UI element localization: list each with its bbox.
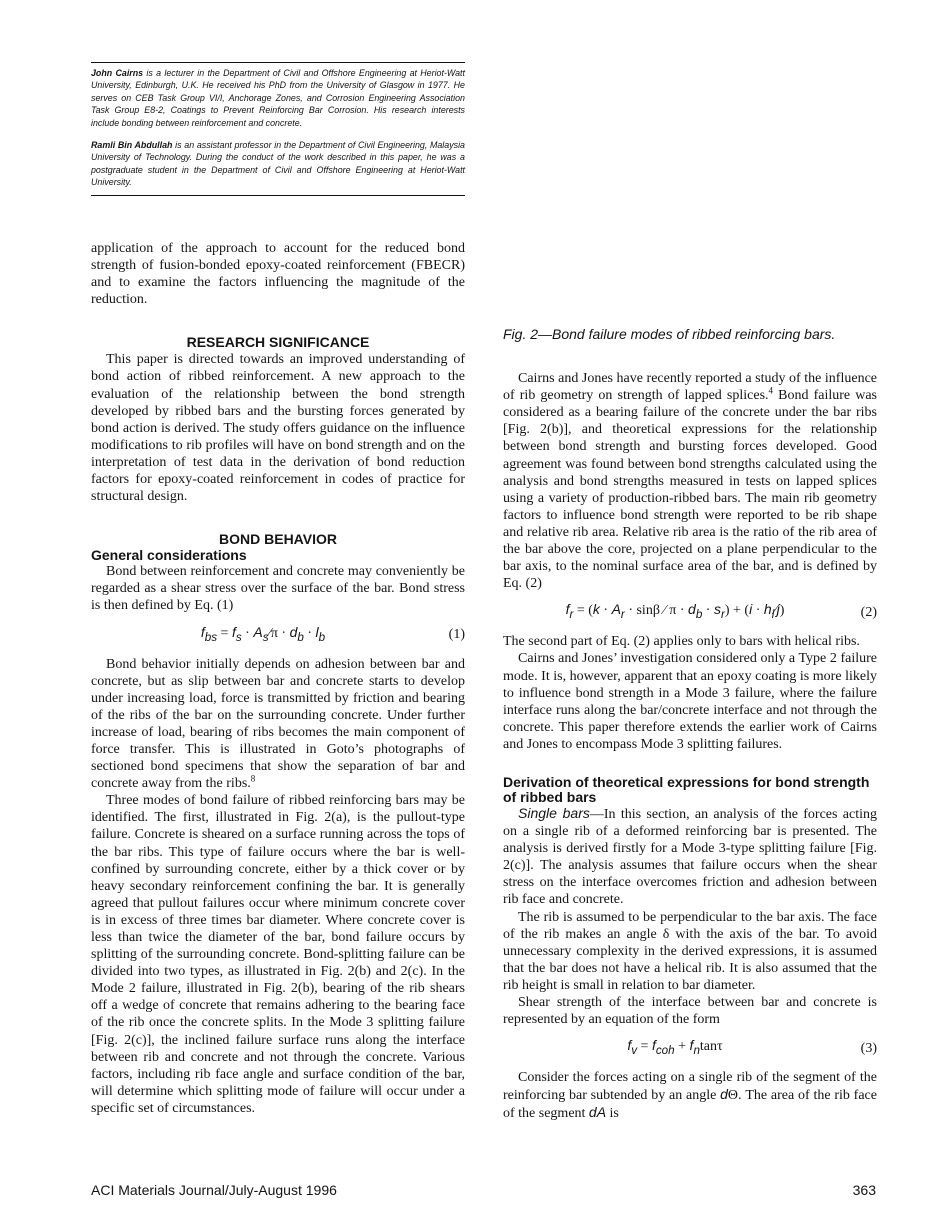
cairns-jones-paragraph: [503, 370, 877, 592]
author-bio-text: is a lecturer in the Department of Civil and Offshore Engineering at Heriot-Watt University, Edinburgh, U.K. He received his PhD from the University of Glasgow in 1977. He serves on CEB Task Group VI/I, Anchorage Zones, and Corrosion Engineering Association Task Group E8-2, Coatings to Prevent Reinforcing Bar Corrosion. His research interests include bonding between reinforcement and concrete.: [91, 68, 465, 128]
consider-text-c: is: [606, 1106, 619, 1122]
research-significance-heading: RESEARCH SIGNIFICANCE: [186, 334, 370, 351]
type2-paragraph: Cairns and Jones’ investigation considered only a Type 2 failure mode. It is, however, apparent that an epoxy coating is more likely to influence bond strength in a Mode 3 failure, where the failure interface runs along the bar/concrete interface and not through the concrete. This paper therefore extends the earlier work of Cairns and Jones to encompass Mode 3 splitting failures.: [503, 651, 877, 752]
consider-text-b: . The area of the rib face of the segment: [503, 1088, 877, 1122]
author-bio-box: [91, 62, 465, 196]
journal-footer: ACI Materials Journal/July-August 1996: [91, 1182, 337, 1198]
significance-paragraph: This paper is directed towards an improved understanding of bond action of ribbed reinforcement. A new approach to the evaluation of the relationship between the bond strength developed by ribbed bars and the bursting forces generated by bond action is derived. The study offers guidance on the influence modifications to rib profiles will have on bond strength and on the interpretation of test data in the derivation of bond reduction factors for epoxy-coated reinforcement in codes of practice for structural design.: [91, 352, 465, 505]
consider-text-a: Consider the forces acting on a single rib of the segment of the reinforcing bar subtended by an angle: [503, 1070, 877, 1104]
single-bars-paragraph: [503, 805, 877, 909]
author-bio-abdullah: [91, 139, 465, 189]
cairns-text-a: Cairns and Jones have recently reported a study of the influence of rib geometry on strength of lapped splices.: [503, 371, 877, 404]
single-bars-runin: Single bars: [518, 804, 590, 821]
single-bars-text: —In this section, an analysis of the forces acting on a single rib of a deformed reinforcing bar is presented. The analysis is derived firstly for a Mode 3-type splitting failure [Fig. 2(c)]. The analysis assumes that failure occurs when the shear stress on the interface overcomes friction and adhesion between rib face and concrete.: [503, 806, 877, 908]
equation-3-body: $f_v = f_{coh} + f_n\tan\tau$: [627, 1037, 723, 1058]
equation-3: [503, 1037, 877, 1059]
right-column: [503, 240, 877, 1122]
reference-8: 8: [250, 773, 256, 784]
author-bio-cairns: [91, 67, 465, 129]
author-name: John Cairns: [91, 68, 144, 78]
general-considerations-heading: General considerations: [91, 547, 247, 564]
left-column: [91, 240, 465, 1117]
bond-behavior-heading: BOND BEHAVIOR: [219, 531, 337, 548]
derivation-heading: Derivation of theoretical expressions for bond strength of ribbed bars: [503, 773, 870, 805]
failure-modes-paragraph: Three modes of bond failure of ribbed reinforcing bars may be identified. The first, illustrated in Fig. 2(a), is the pullout-type failure. Concrete is sheared on a surface running across the tops of the bar ribs. This type of failure occurs where the bar is well-confined by surrounding concrete, either by a thick cover or by heavy secondary reinforcement confining the bar. It is generally agreed that pullout failures occur where minimum concrete cover is in excess of three times bar diameter. Where concrete cover is less than twice the diameter of the bar, bond failure occurs by splitting of the surrounding concrete. Bond-splitting failure can be divided into two types, as illustrated in Fig. 2(b) and 2(c). In the Mode 2 failure, illustrated in Fig. 2(b), bearing of the rib shears off a wedge of concrete that remains adhering to the bearing face of the rib once the concrete splits. In the Mode 3 splitting failure [Fig. 2(c)], the inclined failure surface runs along the interface between rib and concrete and not through the concrete. Various factors, including rib face angle and surface condition of the bar, will determine which splitting mode of failure will occur under a specific set of circumstances.: [91, 793, 465, 1116]
consider-paragraph: Consider the forces acting on a single rib of the segment of the reinforcing bar subtended by an angle dΘ. The area of the rib face of the segment dA is: [503, 1070, 877, 1122]
equation-1: [91, 624, 465, 646]
general-paragraph: Bond between reinforcement and concrete may conveniently be regarded as a shear stress over the surface of the bar. Bond stress is then defined by Eq. (1): [91, 564, 465, 614]
bond-behavior-paragraph: [91, 656, 465, 793]
equation-3-number: (3): [860, 1040, 877, 1056]
equation-2-number: (2): [860, 604, 877, 620]
equation-1-body: $f_{bs} = f_s$ · $A_s⁄\pi \cdot d_b \cdot l_b$: [200, 623, 326, 644]
shear-paragraph: Shear strength of the interface between bar and concrete is represented by an equation of the form: [503, 995, 877, 1028]
second-part-paragraph: The second part of Eq. (2) applies only to bars with helical ribs.: [503, 634, 860, 650]
rib-paragraph: The rib is assumed to be perpendicular to the bar axis. The face of the rib makes an angle δ with the axis of the bar. To avoid unnecessary complexity in the derived expressions, it is assumed that the bar does not have a helical rib. It is also assumed that the rib height is small in relation to bar diameter.: [503, 909, 877, 993]
equation-1-number: (1): [448, 626, 465, 642]
figure-2-caption: Fig. 2—Bond failure modes of ribbed reinforcing bars.: [503, 326, 836, 342]
intro-paragraph: application of the approach to account for the reduced bond strength of fusion-bonded epoxy-coated reinforcement (FBECR) and to examine the factors influencing the magnitude of the reduction.: [91, 241, 465, 308]
author-bio-text: is an assistant professor in the Department of Civil Engineering, Malaysia University of Technology. During the conduct of the work described in this paper, he was a postgraduate student in the Department of Civil and Offshore Engineering at Heriot-Watt University.: [91, 140, 465, 188]
equation-2: [503, 601, 877, 623]
author-name: Ramli Bin Abdullah: [91, 140, 173, 151]
reference-4: 4: [768, 385, 774, 396]
page-number: 363: [852, 1182, 876, 1198]
cairns-text-b: Bond failure was considered as a bearing failure of the concrete under the bar ribs [Fig. 2(b)], and theoretical expressions for the relationship between bond strength and bursting forces developed. Good agreement was found between bond strengths calculated using the analysis and bond strengths measured in tests on lapped splices using a variety of production-ribbed bars. The main rib geometry factors to influence bond strength were reported to be rib shape and relative rib area. Relative rib area is the ratio of the rib area of the bar above the core, projected on a plane perpendicular to the bar axis, to the nominal surface area of the bar, and is defined by Eq. (2): [503, 388, 877, 592]
equation-2-body: $f_r = (k \cdot A_r \cdot \sin\beta$ ⁄ $\pi \cdot d_b \cdot s_r) + (i$ · $h_l⁄j$): [565, 601, 785, 622]
bond-behavior-text: Bond behavior initially depends on adhesion between bar and concrete, but as slip between bar and concrete starts to develop under increasing load, force is transmitted by friction and bearing of the ribs of the bar on the surrounding concrete. Under further increase of load, bearing of ribs becomes the main component of force transfer. This is illustrated in Goto’s photographs of sectioned bond specimens that show the separation of bar and concrete away from the ribs.: [91, 656, 465, 792]
